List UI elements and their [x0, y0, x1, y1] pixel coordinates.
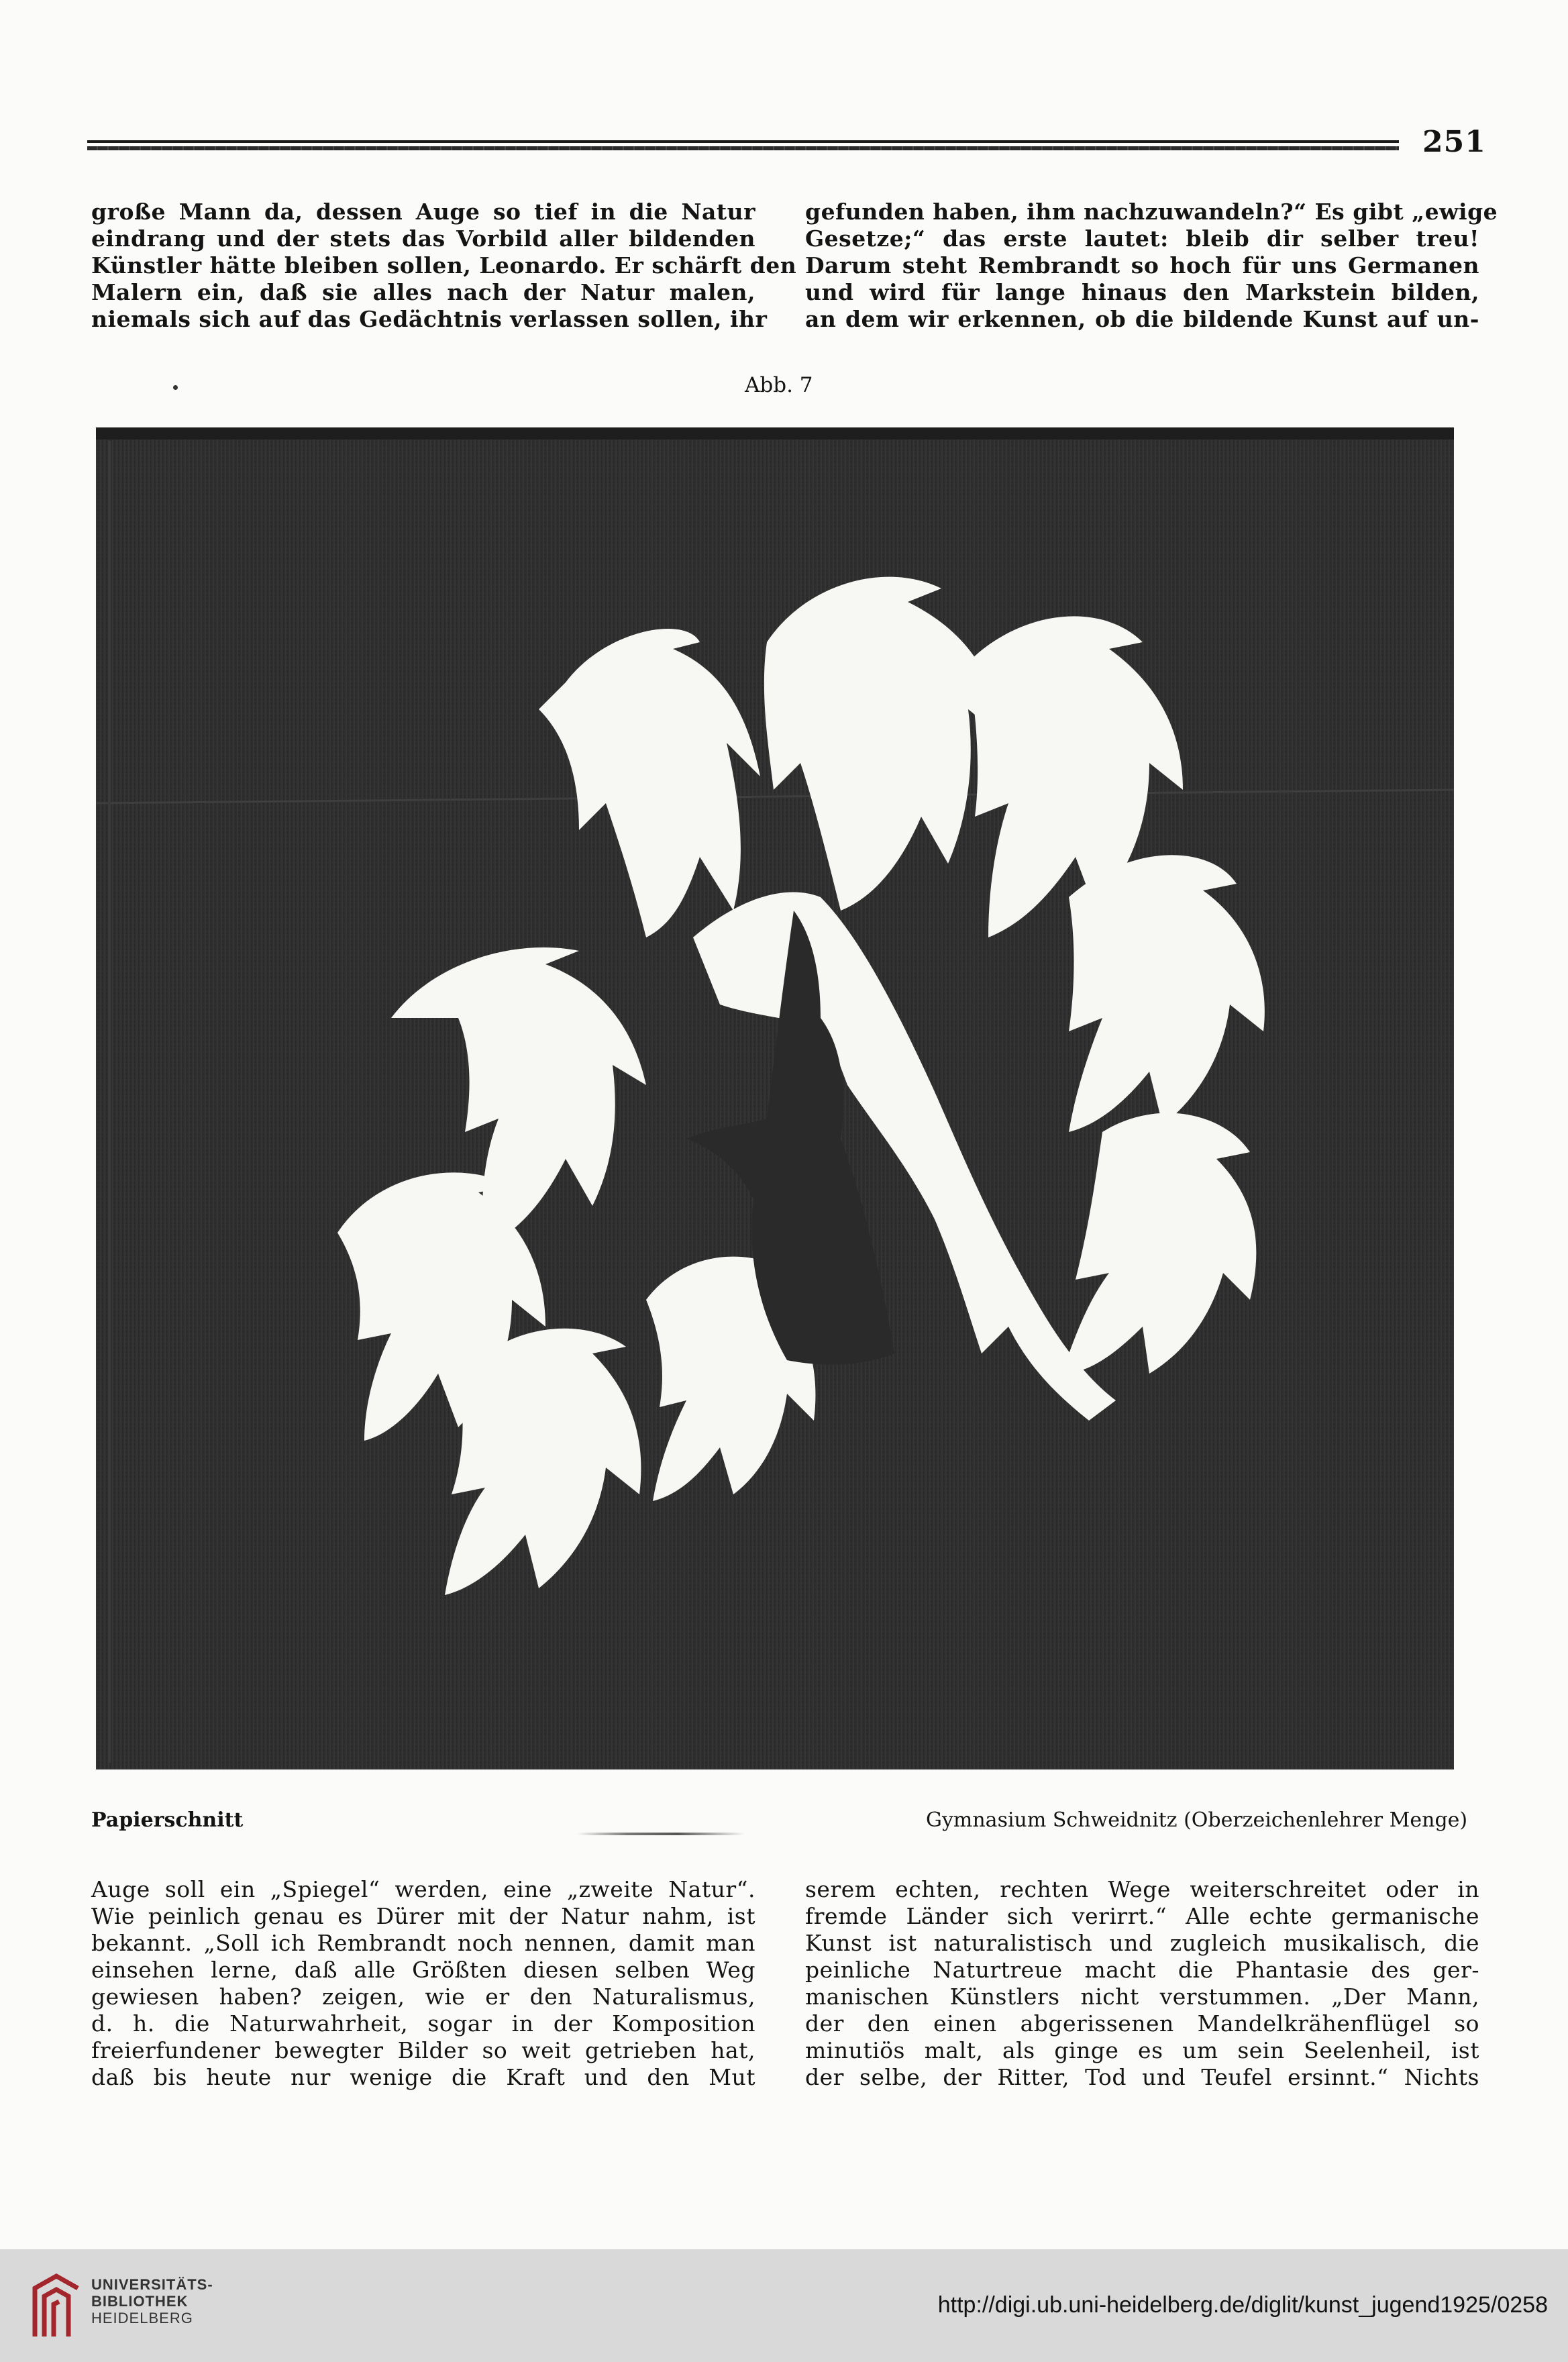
- library-name-line: UNIVERSITÄTS-: [91, 2276, 213, 2293]
- text-line: freierfundener bewegter Bilder so weit getrieben hat,: [91, 2037, 755, 2063]
- text-line: Darum steht Rembrandt so hoch für uns Germanen: [805, 252, 1479, 278]
- library-name: [91, 2276, 213, 2326]
- text-line: daß bis heute nur wenige die Kraft und den Mut: [91, 2064, 755, 2090]
- paper-cut-image: [96, 427, 1454, 1769]
- text-line: niemals sich auf das Gedächtnis verlassen sollen, ihr: [91, 306, 768, 332]
- text-line: d. h. die Naturwahrheit, sogar in der Komposition: [91, 2010, 755, 2037]
- text-line: eindrang und der stets das Vorbild aller bildenden: [91, 225, 755, 252]
- text-line: fremde Länder sich verirrt.“ Alle echte germanische: [805, 1903, 1479, 1929]
- text-line: peinliche Naturtreue macht die Phantasie des ger-: [805, 1957, 1479, 1983]
- figure-caption-left: Papierschnitt: [91, 1808, 244, 1832]
- page-number: 251: [1422, 125, 1486, 159]
- text-line: Gesetze;“ das erste lautet: bleib dir selber treu!: [805, 225, 1479, 252]
- text-line: der den einen abgerissenen Mandelkrähenflügel so: [805, 2010, 1479, 2037]
- text-line: einsehen lerne, daß alle Größten diesen selben Weg: [91, 1957, 755, 1983]
- text-line: Wie peinlich genau es Dürer mit der Natur nahm, ist: [91, 1903, 755, 1929]
- text-line: Kunst ist naturalistisch und zugleich musikalisch, die: [805, 1930, 1479, 1956]
- text-column-bottom-right: [805, 1876, 1479, 2091]
- figure-caption-right: Gymnasium Schweidnitz (Oberzeichenlehrer Menge): [926, 1808, 1468, 1832]
- source-url-link[interactable]: http://digi.ub.uni-heidelberg.de/diglit/kunst_jugend1925/0258: [937, 2292, 1548, 2318]
- library-name-line: BIBLIOTHEK: [91, 2293, 189, 2310]
- text-line: große Mann da, dessen Auge so tief in die Natur: [91, 199, 755, 225]
- text-line: Auge soll ein „Spiegel“ werden, eine „zweite Natur“.: [91, 1876, 755, 1902]
- text-line: an dem wir erkennen, ob die bildende Kunst auf un-: [805, 306, 1479, 332]
- text-line: gefunden haben, ihm nachzuwandeln?“ Es gibt „ewige: [805, 199, 1498, 225]
- print-speck: [173, 385, 178, 390]
- text-line: und wird für lange hinaus den Markstein bilden,: [805, 279, 1479, 305]
- text-line: der selbe, der Ritter, Tod und Teufel ersinnt.“ Nichts: [805, 2064, 1479, 2090]
- text-line: Künstler hätte bleiben sollen, Leonardo. Er schärft den: [91, 252, 797, 278]
- header-rule: [87, 140, 1399, 143]
- header-rule-ornament: [87, 146, 1399, 150]
- text-column-bottom-left: [91, 1876, 755, 2091]
- text-line: manischen Künstlers nicht verstummen. „Der Mann,: [805, 1984, 1479, 2010]
- library-logo-icon[interactable]: [30, 2269, 83, 2343]
- footer-bar: [0, 2249, 1568, 2362]
- text-line: Malern ein, daß sie alles nach der Natur malen,: [91, 279, 755, 305]
- text-line: gewiesen haben? zeigen, wie er den Naturalismus,: [91, 1984, 755, 2010]
- library-name-line: HEIDELBERG: [91, 2310, 193, 2326]
- text-column-top-left: [91, 199, 797, 333]
- text-column-top-right: [805, 199, 1498, 333]
- paper-cut-figure: [96, 427, 1454, 1769]
- figure-label: Abb. 7: [745, 373, 813, 397]
- print-smudge: [577, 1833, 745, 1835]
- text-line: minutiös malt, als ginge es um sein Seelenheil, ist: [805, 2037, 1479, 2063]
- text-line: bekannt. „Soll ich Rembrandt noch nennen, damit man: [91, 1930, 755, 1956]
- text-line: serem echten, rechten Wege weiterschreitet oder in: [805, 1876, 1479, 1902]
